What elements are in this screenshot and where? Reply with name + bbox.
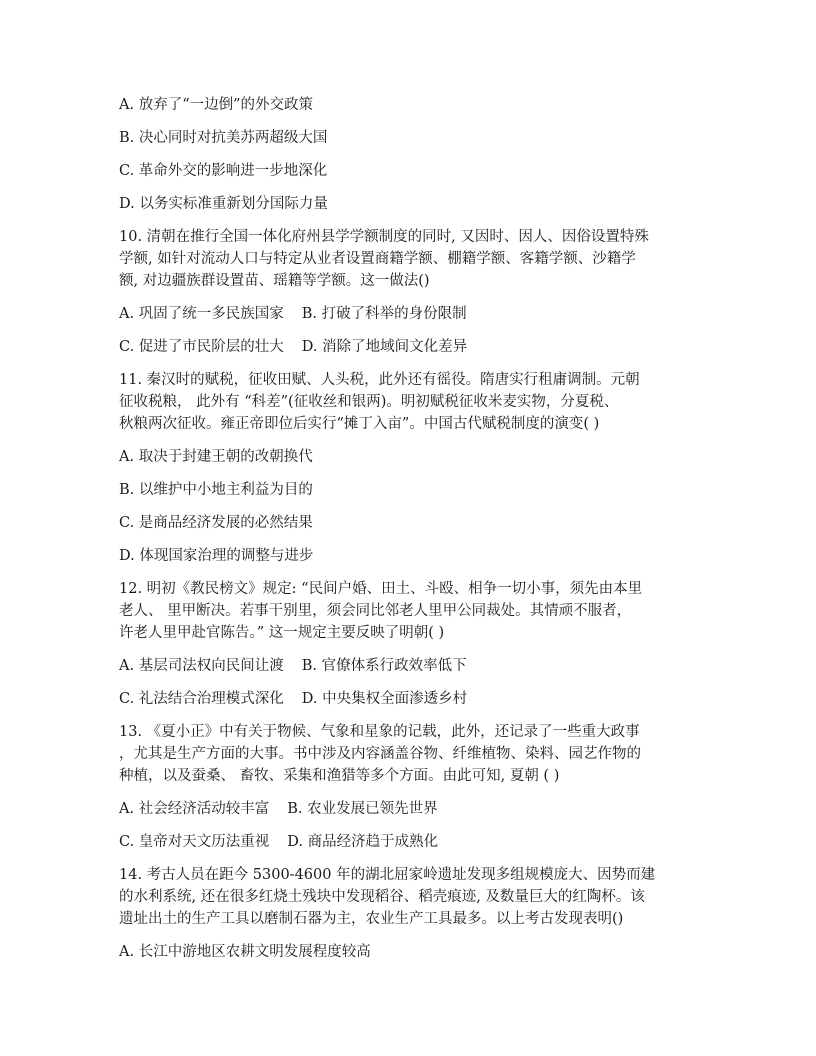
q12-stem-line: 许老人里甲赴官陈告。” 这一规定主要反映了明朝( ) xyxy=(119,625,445,641)
q10-options-row-2 xyxy=(119,336,699,358)
q11-option-b: B. 以维护中小地主利益为目的 xyxy=(119,482,313,498)
q13-option-a: A. 社会经济活动较丰富 xyxy=(119,801,270,817)
q12-stem-line: 12. 明初《教民榜文》规定: “民间户婚、田土、斗殴、相争一切小事，须先由本里 xyxy=(119,581,643,597)
q14-stem-line: 14. 考古人员在距今 5300-4600 年的湖北屈家岭遗址发现多组规模庞大、因势而建 xyxy=(119,867,656,883)
q10-options-row-1 xyxy=(119,303,699,325)
q10-option-b: B. 打破了科举的身份限制 xyxy=(301,306,467,322)
q11-stem-line: 征收税粮， 此外有 “科差”(征收丝和银两)。明初赋税征收米麦实物，分夏税、 xyxy=(119,394,619,410)
q9-option-b: B. 决心同时对抗美苏两超级大国 xyxy=(119,130,328,146)
q12-option-d: D. 中央集权全面渗透乡村 xyxy=(301,691,468,707)
q9-option-d: D. 以务实标准重新划分国际力量 xyxy=(119,196,328,212)
q13-stem-line: 13. 《夏小正》中有关于物候、气象和星象的记载，此外，还记录了一些重大政事 xyxy=(119,724,640,740)
q14-option-a: A. 长江中游地区农耕文明发展程度较高 xyxy=(119,944,371,960)
q9-option-a: A. 放弃了“一边倒”的外交政策 xyxy=(119,97,314,113)
q12-options-row-2 xyxy=(119,688,699,710)
q11-stem xyxy=(119,369,699,435)
q14-stem-line: 遗址出土的生产工具以磨制石器为主，农业生产工具最多。以上考古发现表明() xyxy=(119,911,624,927)
q13-stem-line: 种植，以及蚕桑、 畜牧、采集和渔猎等多个方面。由此可知, 夏朝 ( ) xyxy=(119,768,560,784)
q9-options xyxy=(119,94,699,215)
q12-option-c: C. 礼法结合治理模式深化 xyxy=(119,691,284,707)
q12-option-a: A. 基层司法权向民间让渡 xyxy=(119,658,284,674)
q13-options-row-1 xyxy=(119,798,699,820)
q11-stem-line: 秋粮两次征收。雍正帝即位后实行“摊丁入亩”。中国古代赋税制度的演变( ) xyxy=(119,416,600,432)
q10-stem xyxy=(119,226,699,292)
q11-option-d: D. 体现国家治理的调整与进步 xyxy=(119,548,314,564)
q13-stem-line: ，尤其是生产方面的大事。书中涉及内容涵盖谷物、纤维植物、染料、园艺作物的 xyxy=(119,746,641,762)
q11-stem-line: 11. 秦汉时的赋税，征收田赋、人头税，此外还有徭役。隋唐实行租庸调制。元朝 xyxy=(119,372,640,388)
q10-option-c: C. 促进了市民阶层的壮大 xyxy=(119,339,284,355)
q10-option-d: D. 消除了地域间文化差异 xyxy=(301,339,468,355)
q10-stem-line: 学额, 如针对流动人口与特定从业者设置商籍学额、棚籍学额、客籍学额、沙籍学 xyxy=(119,251,636,267)
q13-options-row-2 xyxy=(119,831,699,853)
q12-stem-line: 老人、 里甲断决。若事干别里，须会同比邻老人里甲公同裁处。其情顽不服者， xyxy=(119,603,632,619)
q12-options-row-1 xyxy=(119,655,699,677)
q11-option-c: C. 是商品经济发展的必然结果 xyxy=(119,515,313,531)
q12-option-b: B. 官僚体系行政效率低下 xyxy=(301,658,467,674)
q13-stem xyxy=(119,721,699,787)
q11-option-a: A. 取决于封建王朝的改朝换代 xyxy=(119,449,313,465)
q10-stem-line: 10. 清朝在推行全国一体化府州县学学额制度的同时, 又因时、因人、因俗设置特殊 xyxy=(119,229,649,245)
q13-option-b: B. 农业发展已领先世界 xyxy=(287,801,438,817)
q12-stem xyxy=(119,578,699,644)
q14-stem-line: 的水利系统, 还在很多红烧土残块中发现稻谷、稻壳痕迹, 及数量巨大的红陶杯。该 xyxy=(119,889,645,905)
q10-stem-line: 额, 对边疆族群设置苗、瑶籍等学额。这一做法() xyxy=(119,273,430,289)
q9-option-c: C. 革命外交的影响进一步地深化 xyxy=(119,163,328,179)
document-page xyxy=(119,94,699,974)
q10-option-a: A. 巩固了统一多民族国家 xyxy=(119,306,284,322)
q13-option-c: C. 皇帝对天文历法重视 xyxy=(119,834,270,850)
q13-option-d: D. 商品经济趋于成熟化 xyxy=(287,834,439,850)
q14-stem xyxy=(119,864,699,930)
